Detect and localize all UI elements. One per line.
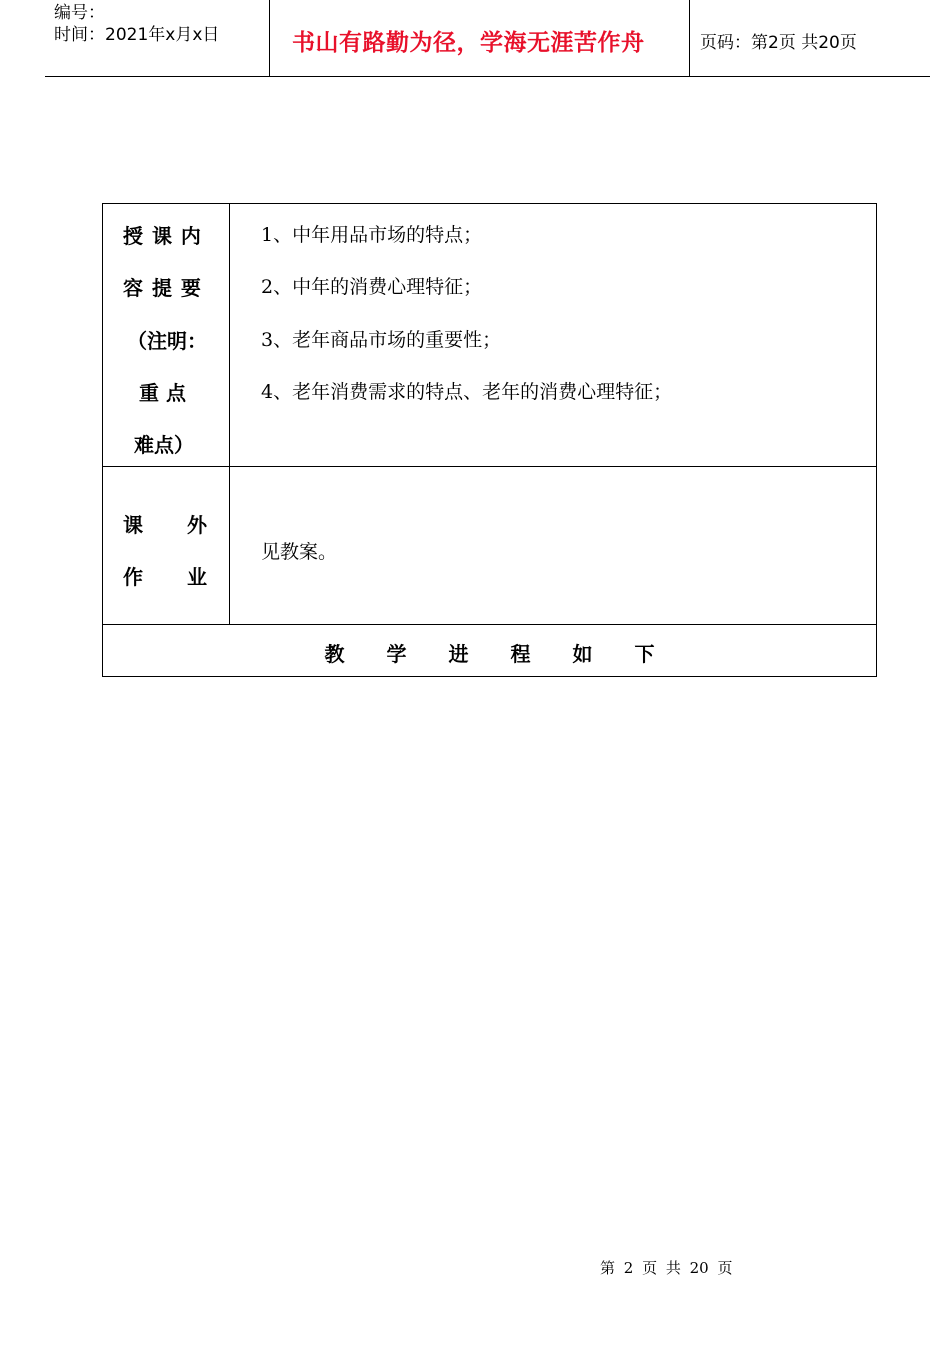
- header-meta-cell: [45, 0, 270, 76]
- document-number-label: 编号：: [54, 3, 105, 23]
- progress-heading: 教学进程如下: [324, 642, 697, 666]
- table-row-divider: [103, 624, 876, 625]
- table-row-divider: [103, 466, 876, 467]
- document-time-label: 时间：2021年x月x日: [54, 25, 220, 45]
- summary-label-line: 重 点: [139, 381, 186, 405]
- header-page-cell: [690, 0, 930, 76]
- page-header: [45, 0, 930, 77]
- homework-label-char: 课: [123, 513, 143, 537]
- summary-item: 1、中年用品市场的特点；: [261, 224, 483, 246]
- summary-label-line: 难点）: [134, 433, 194, 457]
- header-motto-cell: [270, 0, 690, 76]
- homework-value: 见教案。: [261, 541, 338, 563]
- summary-label-line: （注明：: [127, 329, 207, 353]
- page-footer: 第 2 页 共 20 页: [600, 1259, 733, 1277]
- summary-item: 2、中年的消费心理特征；: [261, 276, 483, 298]
- summary-item: 4、老年消费需求的特点、老年的消费心理特征；: [261, 381, 673, 403]
- summary-label-line: 授 课 内: [123, 224, 202, 248]
- homework-label-char: 外: [187, 513, 207, 537]
- header-motto: 书山有路勤为径，学海无涯苦作舟: [292, 30, 645, 56]
- homework-label-char: 业: [187, 565, 207, 589]
- summary-label-line: 容 提 要: [123, 276, 202, 300]
- table-column-divider: [229, 204, 230, 624]
- lesson-plan-table: [102, 203, 877, 677]
- header-page-number: 页码：第2页 共20页: [700, 33, 857, 53]
- summary-item: 3、老年商品市场的重要性；: [261, 329, 502, 351]
- homework-label-char: 作: [123, 565, 143, 589]
